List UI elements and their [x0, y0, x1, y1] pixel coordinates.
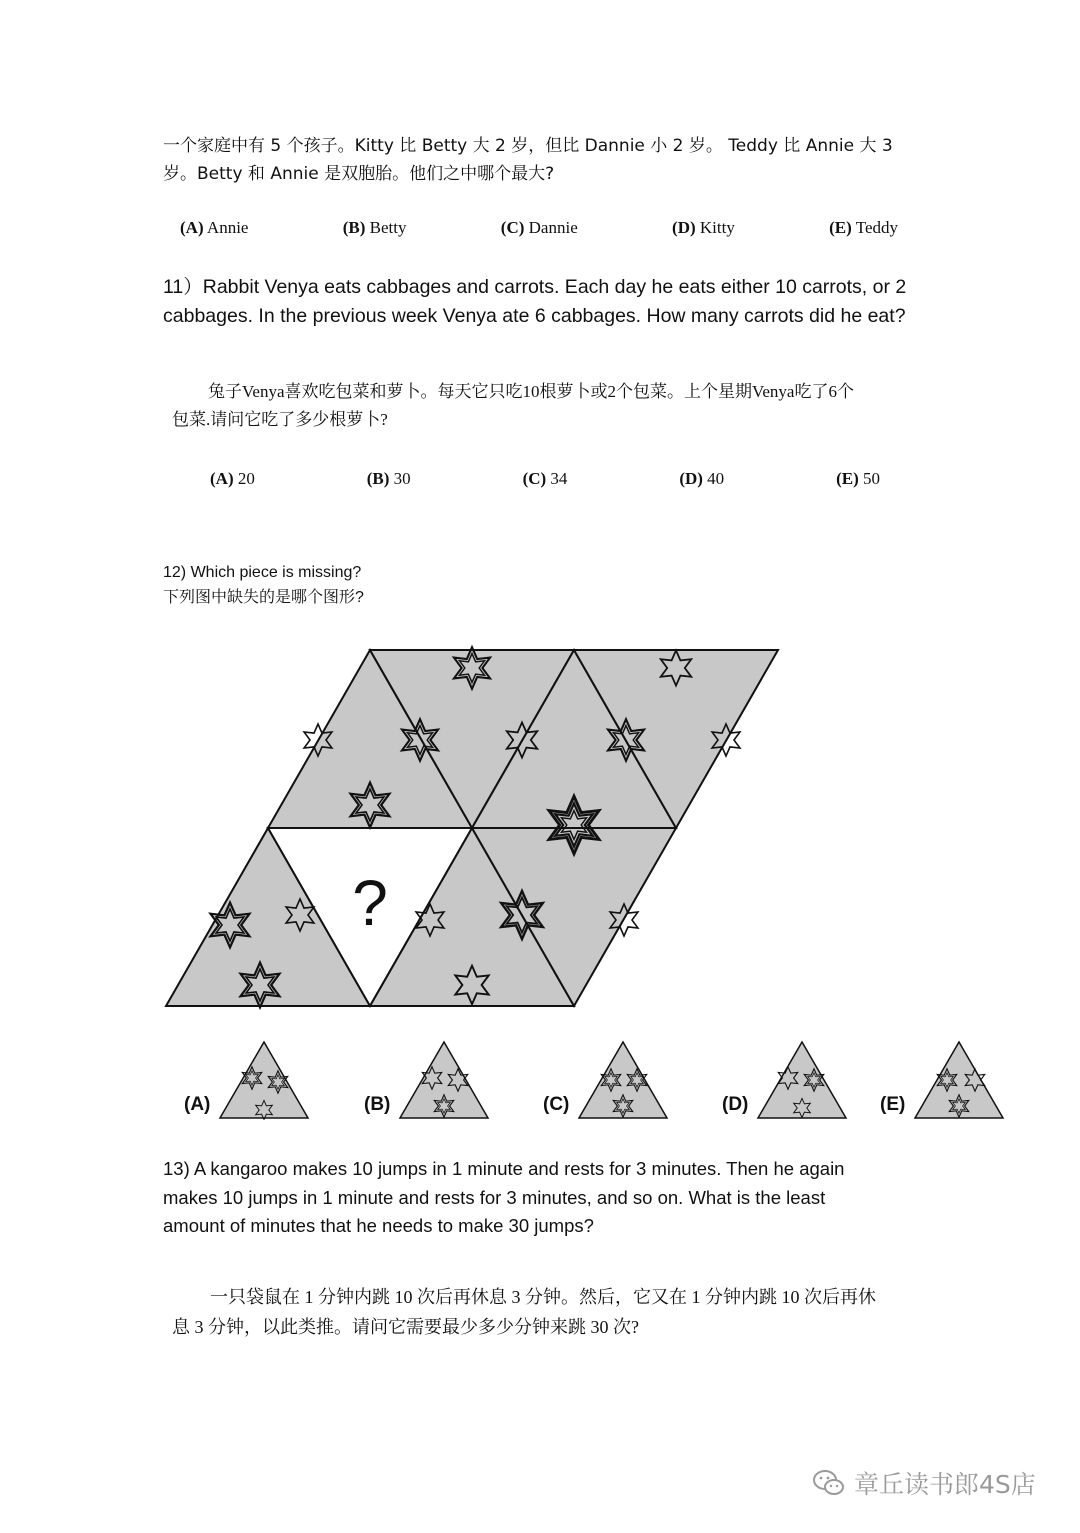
choice-a-triangle — [218, 1040, 310, 1120]
watermark — [812, 1465, 1036, 1501]
q12-chinese: 下列图中缺失的是哪个图形? — [163, 589, 364, 606]
choice-d-label: (D) — [722, 1094, 749, 1115]
choice-e-triangle — [913, 1040, 1005, 1120]
q10-line1: 一个家庭中有 5 个孩子。Kitty 比 Betty 大 2 岁，但比 Dannie 小 2 岁。 Teddy 比 Annie 大 3 — [163, 136, 893, 156]
q11-cn-line2: 包菜.请问它吃了多少根萝卜? — [172, 410, 388, 429]
q13-en-line2: makes 10 jumps in 1 minute and rests for 3 minutes, and so on. What is the least — [163, 1186, 826, 1208]
q11-option-a: (A) 20 — [210, 469, 255, 488]
q10-option-a: (A) Annie — [180, 218, 249, 237]
choice-c-label: (C) — [543, 1094, 570, 1115]
q11-option-d: (D) 40 — [679, 469, 725, 488]
choice-a-label: (A) — [184, 1094, 211, 1115]
q12-text — [163, 560, 364, 610]
q11-option-e: (E) 50 — [836, 469, 880, 488]
q10-options — [180, 218, 898, 238]
choice-c-triangle — [577, 1040, 669, 1120]
choice-d-triangle — [756, 1040, 848, 1120]
q12-english: 12) Which piece is missing? — [163, 564, 362, 581]
q11-options — [210, 469, 880, 489]
q11-chinese — [172, 378, 932, 434]
q13-cn-line1: 一只袋鼠在 1 分钟内跳 10 次后再休息 3 分钟。然后，它又在 1 分钟内跳 10 次后再休 — [210, 1287, 876, 1307]
q13-en-line1: 13) A kangaroo makes 10 jumps in 1 minute and rests for 3 minutes. Then he again — [163, 1158, 845, 1179]
choice-b-triangle — [398, 1040, 490, 1120]
q10-text — [163, 132, 923, 188]
wechat-icon — [812, 1468, 846, 1498]
q10-option-e: (E) Teddy — [829, 218, 898, 237]
q11-option-c: (C) 34 — [522, 469, 568, 488]
q13-en-line3: amount of minutes that he needs to make 30 jumps? — [163, 1215, 594, 1236]
star-triangle-puzzle — [160, 640, 790, 1012]
q10-line2: 岁。Betty 和 Annie 是双胞胎。他们之中哪个最大? — [163, 164, 555, 184]
q10-option-d: (D) Kitty — [672, 218, 735, 237]
choice-b-label: (B) — [364, 1094, 391, 1115]
choice-a[interactable] — [184, 1040, 310, 1120]
q10-option-b: (B) Betty — [342, 218, 407, 237]
q11-cn-line1: 兔子Venya喜欢吃包菜和萝卜。每天它只吃10根萝卜或2个包菜。上个星期Venya吃了6个 — [208, 382, 854, 401]
watermark-text: 章丘读书郎4S店 — [854, 1470, 1036, 1499]
choice-c[interactable] — [543, 1040, 669, 1120]
q11-english — [163, 273, 923, 331]
missing-question-mark: ? — [352, 867, 388, 939]
q11-option-b: (B) 30 — [366, 469, 411, 488]
q13-cn-line2: 息 3 分钟，以此类推。请问它需要最少多少分钟来跳 30 次? — [172, 1317, 639, 1337]
q10-option-c: (C) Dannie — [500, 218, 578, 237]
q13-chinese — [172, 1282, 1012, 1342]
choice-e[interactable] — [880, 1040, 1005, 1120]
choice-d[interactable] — [722, 1040, 848, 1120]
choice-e-label: (E) — [880, 1094, 906, 1115]
q13-english — [163, 1155, 923, 1241]
choice-b[interactable] — [364, 1040, 490, 1120]
q11-en-line1: 11）Rabbit Venya eats cabbages and carrots. Each day he eats either 10 carrots, or 2 — [163, 276, 907, 298]
q11-en-line2: cabbages. In the previous week Venya ate 6 cabbages. How many carrots did he eat? — [163, 305, 906, 327]
